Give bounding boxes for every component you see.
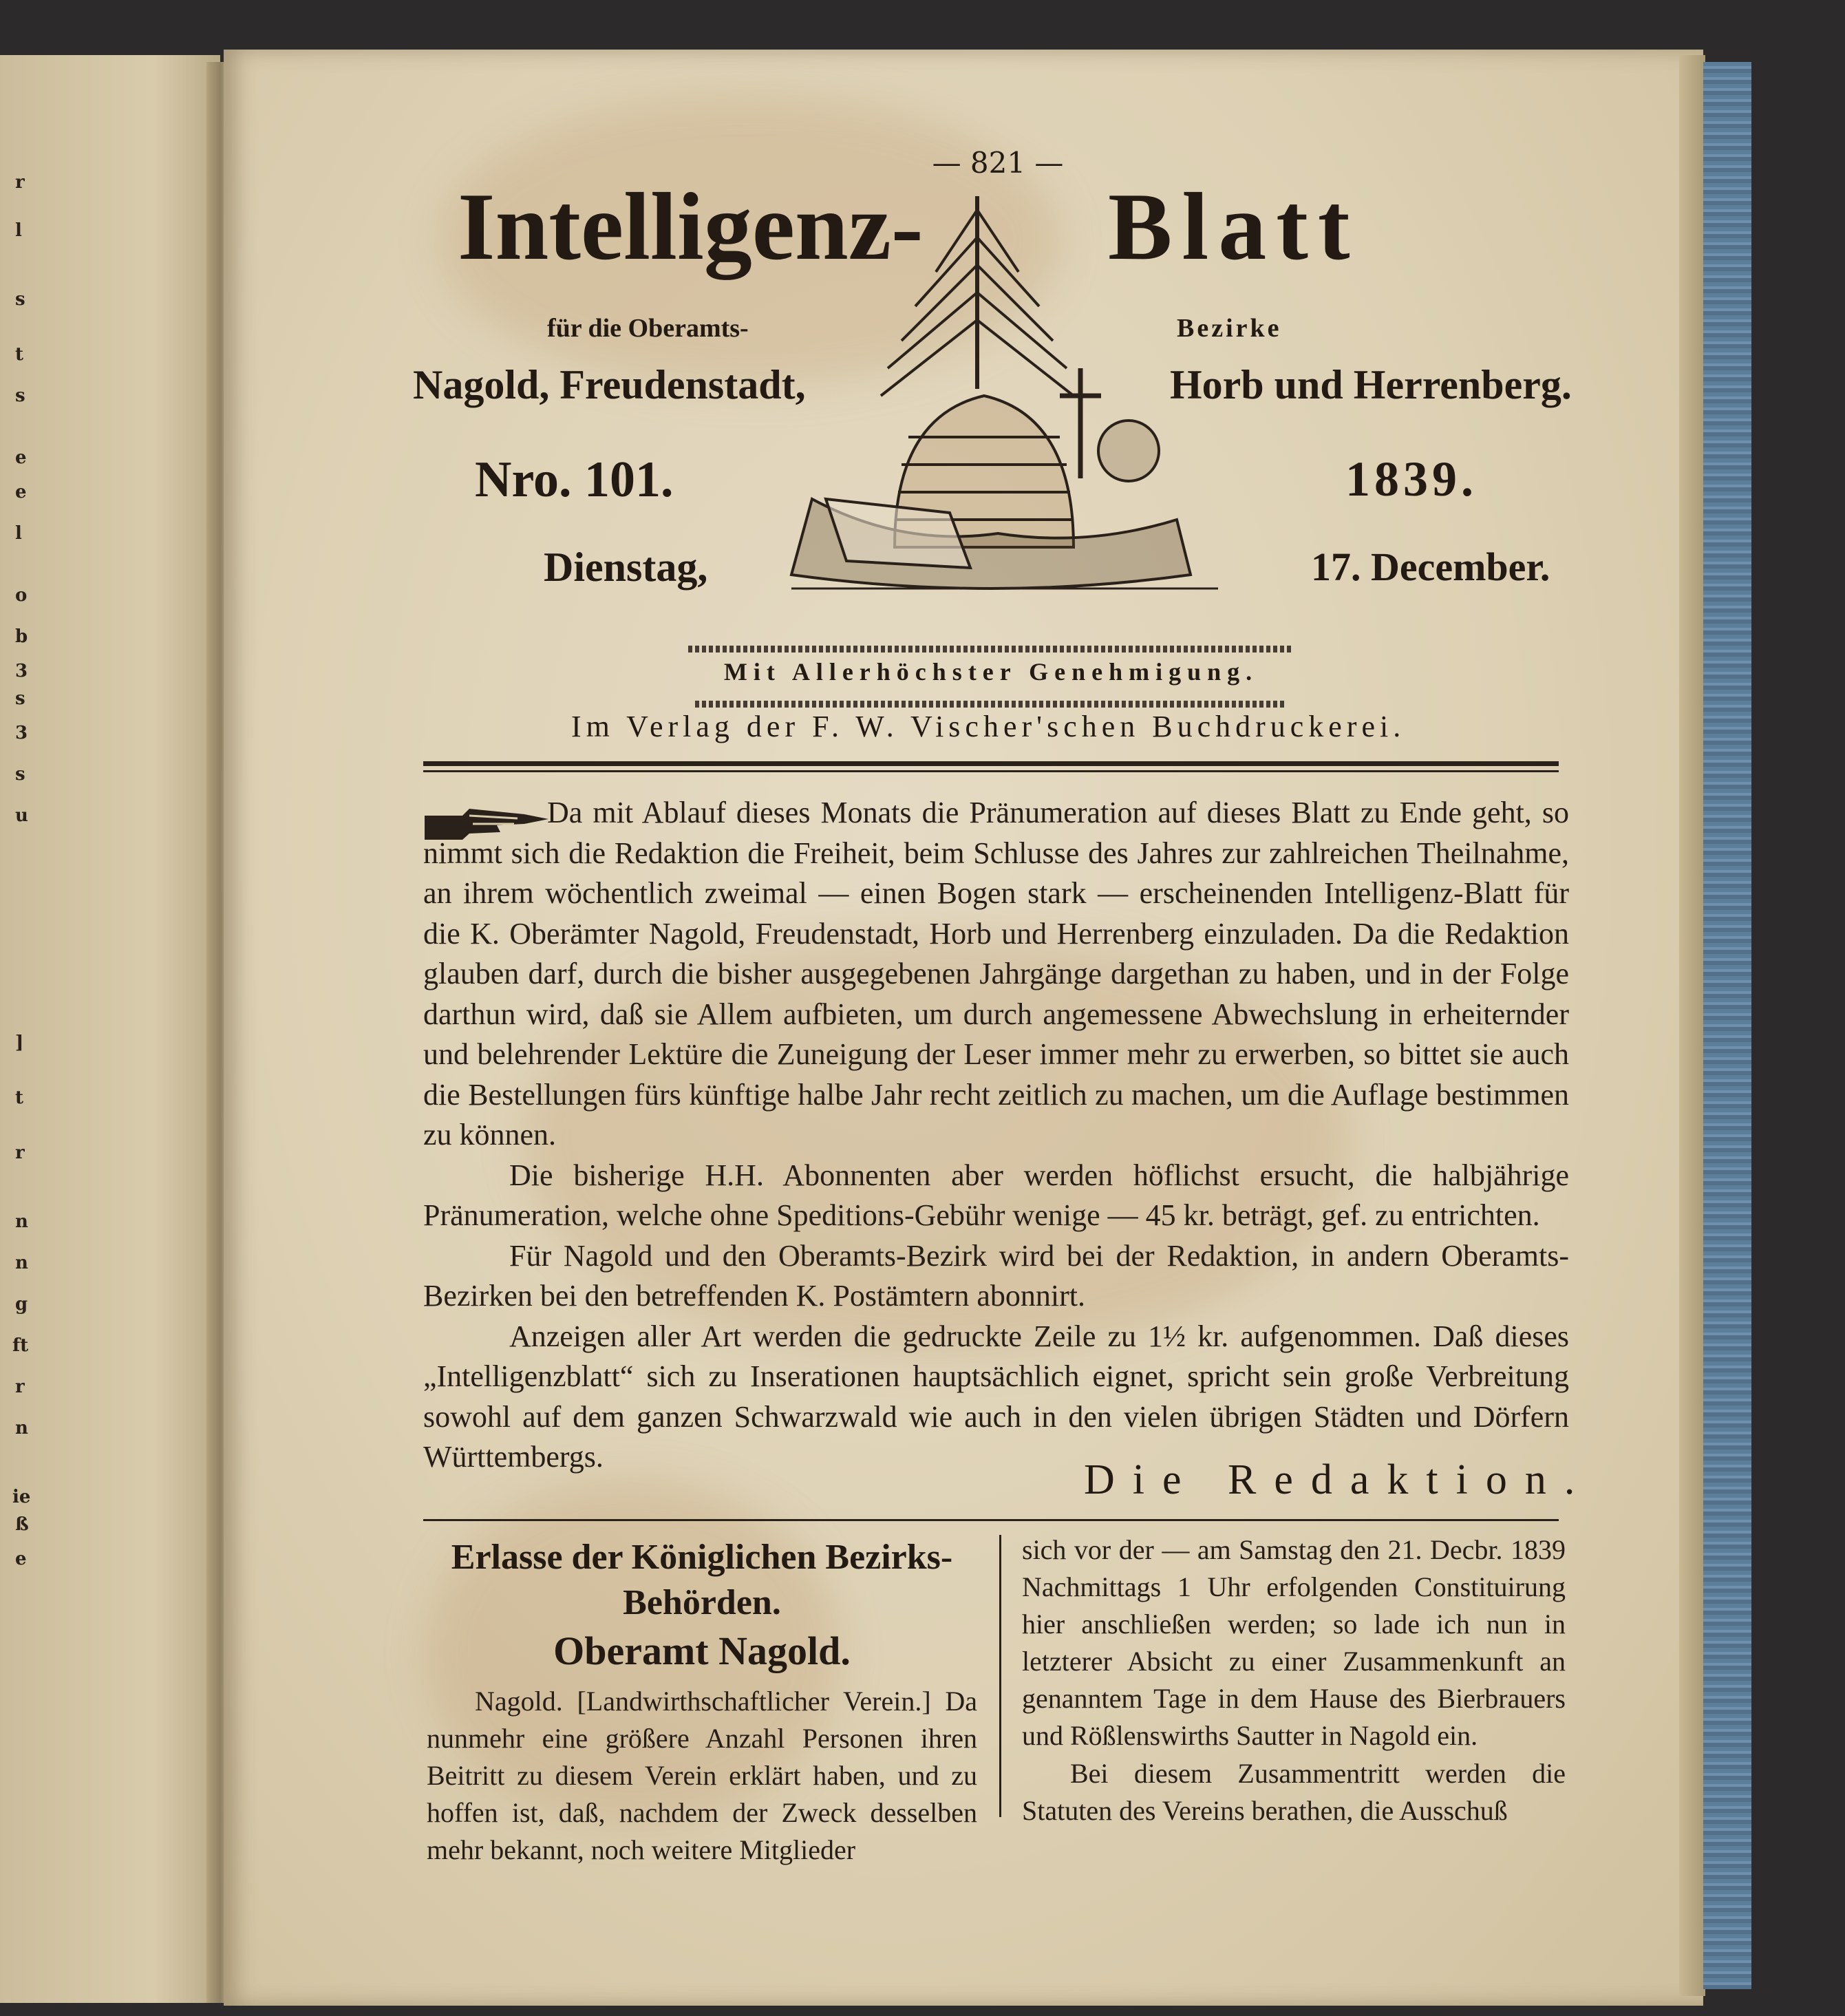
margin-letter: l — [15, 523, 22, 544]
oberamt-heading: Oberamt Nagold. — [553, 1628, 851, 1673]
left-column-text: Nagold. [Landwirthschaftlicher Verein.] Da nunmehr eine größere Anzahl Personen ihren Beitritt zu diesem Verein erklärt haben, und zu hoffen ist, daß, nachdem der Zweck desselben mehr bekannt, noch weitere Mitglieder — [427, 1686, 977, 1865]
margin-letter: n — [15, 1418, 28, 1439]
decrees-heading: Erlasse der Königlichen Bezirks-Behörden. — [451, 1538, 953, 1622]
margin-letter: r — [15, 172, 25, 193]
margin-letter: ] — [15, 1032, 24, 1053]
margin-letter: s — [15, 385, 25, 406]
margin-letter: t — [15, 344, 24, 365]
announcement-paragraph-1: Da mit Ablauf dieses Monats die Pränumeration auf dieses Blatt zu Ende geht, so nimmt sich die Redaktion die Freiheit, beim Schlusse des Jahres zur zahlreichen Theilnahme, an ihrem wöchentlich zweimal — einen Bogen stark — erscheinenden Intelligenz-Blatt für die K. Oberämter Nagold, Freudenstadt, Horb und Herrenberg einzuladen. Da die Redaktion glauben darf, durch die bisher ausgegebenen Jahrgänge dargethan zu haben, und in der Folge darthun wird, daß sie Allem aufbieten, um durch angemessene Abwechslung in erheiternder und belehrender Lektüre die Zuneigung der Leser immer mehr zu erwerben, so bittet sie auch die Bestellungen fürs künftige halbe Jahr recht zeitlich zu machen, um die Auflage bestimmen zu können. — [423, 796, 1569, 1152]
section-rule — [423, 1519, 1559, 1521]
left-page-edge — [0, 55, 220, 2003]
column-divider — [999, 1535, 1001, 1817]
announcement-paragraph-2: Die bisherige H.H. Abonnenten aber werden höflichst ersucht, die halbjährige Pränumeration, welche ohne Speditions-Gebühr wenige — 45 kr. beträgt, gef. zu entrichten. — [423, 1158, 1569, 1232]
masthead-rule-thin — [423, 770, 1559, 772]
margin-letter: ie — [12, 1487, 31, 1507]
cross-icon — [1060, 368, 1101, 478]
margin-letter: e — [15, 447, 27, 468]
masthead-towns-right: Horb und Herrenberg. — [1170, 362, 1572, 407]
wavy-rule — [695, 701, 1287, 708]
masthead-subtitle-left: für die Oberamts- — [547, 314, 749, 343]
margin-letter: ft — [12, 1335, 29, 1356]
margin-letter: n — [15, 1211, 28, 1232]
wavy-rule — [688, 646, 1294, 652]
page-number: — 821 — — [932, 146, 1064, 180]
masthead-title-right: Blatt — [1108, 173, 1360, 280]
blue-binding-edge — [1703, 62, 1751, 1989]
right-column-text-2: Bei diesem Zusammentritt werden die Statuten des Vereins berathen, die Ausschuß — [1022, 1758, 1566, 1826]
margin-letter: t — [15, 1087, 24, 1108]
announcement-paragraph-3: Für Nagold und den Oberamts-Bezirk wird bei der Redaktion, in andern Oberamts-Bezirken bei den betreffenden K. Postämtern abonnirt. — [423, 1238, 1569, 1313]
issue-weekday: Dienstag, — [544, 544, 708, 590]
margin-letter: b — [15, 626, 28, 647]
margin-letter: s — [15, 764, 25, 785]
right-column-text-1: sich vor der — am Samstag den 21. Decbr. 1839 Nachmittags 1 Uhr erfolgenden Constituirung hier anschließen werden; so lade ich nun in letzterer Absicht zu einer Zusammenkunft an genanntem Tage in dem Hause des Bierbrauers und Rößlenswirths Sautter in Nagold ein. — [1022, 1534, 1566, 1751]
margin-letter: g — [15, 1294, 28, 1315]
margin-letter: e — [15, 1549, 27, 1569]
margin-letter: 3 — [15, 661, 28, 681]
announcement — [423, 793, 1569, 1478]
margin-letter: 3 — [15, 723, 28, 743]
issue-number: Nro. 101. — [475, 452, 674, 508]
page-edge-stack — [1679, 55, 1705, 1996]
margin-letter: o — [15, 585, 28, 606]
issue-year: 1839. — [1345, 452, 1478, 507]
margin-letter: u — [15, 805, 28, 826]
masthead-towns-left: Nagold, Freudenstadt, — [413, 362, 806, 407]
announcement-paragraph-4: Anzeigen aller Art werden die gedruckte Zeile zu 1½ kr. aufgenommen. Daß dieses „Intelligenzblatt“ sich zu Inserationen hauptsächlich eignet, spricht sein große Verbreitung sowohl auf dem ganzen Schwarzwald wie auch in den vielen übrigen Städten und Dörfern Württembergs. — [423, 1319, 1569, 1474]
margin-letter: s — [15, 688, 25, 709]
margin-letter: l — [15, 220, 22, 241]
masthead-subtitle-right: Bezirke — [1177, 314, 1282, 343]
margin-letter: e — [15, 482, 27, 502]
masthead-rule — [423, 761, 1559, 766]
margin-letter: r — [15, 1143, 25, 1163]
margin-letter: r — [15, 1377, 25, 1397]
masthead-title-left: Intelligenz- — [458, 173, 924, 280]
permission-line: Mit Allerhöchster Genehmigung. — [723, 658, 1259, 686]
margin-letter: s — [15, 289, 25, 310]
signature: Die Redaktion. — [1084, 1456, 1593, 1503]
publisher-line: Im Verlag der F. W. Vischer'schen Buchdruckerei. — [571, 710, 1406, 743]
issue-date: 17. December. — [1311, 544, 1550, 589]
margin-letter: n — [15, 1253, 28, 1273]
shield-icon — [1098, 421, 1159, 481]
margin-letter: ß — [15, 1514, 29, 1535]
